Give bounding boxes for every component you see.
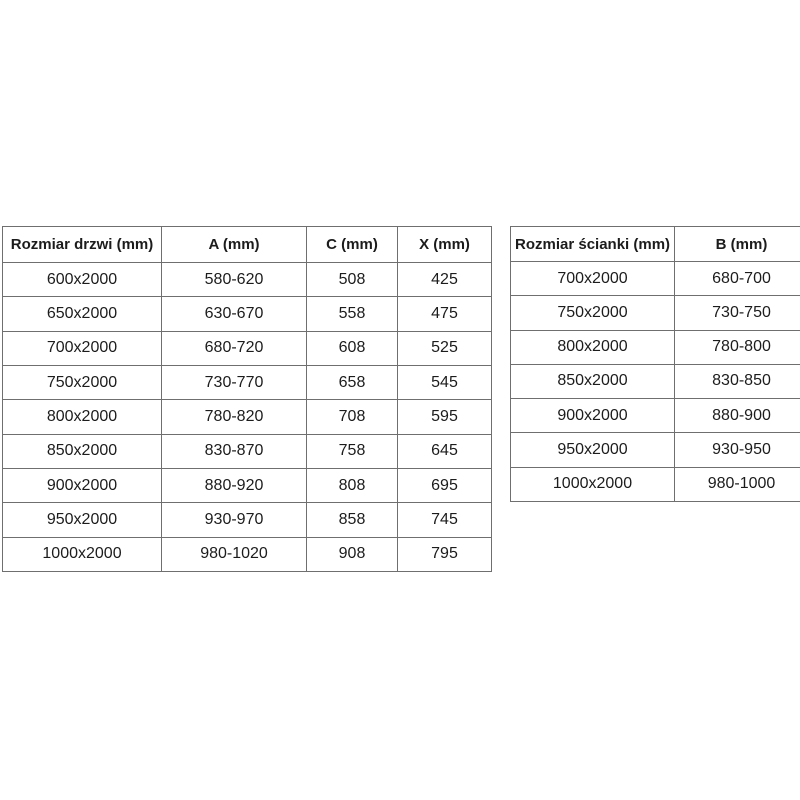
table-cell: 930-950 xyxy=(675,433,800,467)
table-cell: 1000x2000 xyxy=(511,467,675,501)
table-row xyxy=(511,433,800,467)
table-cell: 808 xyxy=(307,468,398,502)
table-cell: 950x2000 xyxy=(3,503,162,537)
table-row xyxy=(3,468,492,502)
table-row xyxy=(511,399,800,433)
table-cell: 525 xyxy=(398,331,492,365)
table-cell: 758 xyxy=(307,434,398,468)
table-cell: 700x2000 xyxy=(3,331,162,365)
table-cell: 600x2000 xyxy=(3,263,162,297)
table-cell: 800x2000 xyxy=(3,400,162,434)
table-cell: 780-800 xyxy=(675,330,800,364)
table-cell: 580-620 xyxy=(162,263,307,297)
header-row xyxy=(511,227,800,262)
table-cell: 558 xyxy=(307,297,398,331)
wall-dimensions-table xyxy=(510,226,800,502)
table-row xyxy=(3,400,492,434)
table-cell: 650x2000 xyxy=(3,297,162,331)
table-cell: 900x2000 xyxy=(3,468,162,502)
table-cell: 950x2000 xyxy=(511,433,675,467)
table-cell: 750x2000 xyxy=(511,296,675,330)
table-cell: 695 xyxy=(398,468,492,502)
table-cell: 980-1020 xyxy=(162,537,307,571)
table-cell: 1000x2000 xyxy=(3,537,162,571)
doors-dimensions-table xyxy=(2,226,492,572)
table-cell: 425 xyxy=(398,263,492,297)
table-row xyxy=(511,296,800,330)
table-row xyxy=(3,331,492,365)
table-cell: 800x2000 xyxy=(511,330,675,364)
column-header: X (mm) xyxy=(398,227,492,263)
table-cell: 795 xyxy=(398,537,492,571)
table-cell: 908 xyxy=(307,537,398,571)
table-cell: 475 xyxy=(398,297,492,331)
table-cell: 508 xyxy=(307,263,398,297)
table-cell: 708 xyxy=(307,400,398,434)
table-cell: 750x2000 xyxy=(3,365,162,399)
table-row xyxy=(3,263,492,297)
column-header: A (mm) xyxy=(162,227,307,263)
table-cell: 595 xyxy=(398,400,492,434)
table-cell: 645 xyxy=(398,434,492,468)
table-cell: 630-670 xyxy=(162,297,307,331)
table-cell: 730-770 xyxy=(162,365,307,399)
table-row xyxy=(511,330,800,364)
column-header: C (mm) xyxy=(307,227,398,263)
table-cell: 730-750 xyxy=(675,296,800,330)
table-cell: 680-720 xyxy=(162,331,307,365)
table-cell: 680-700 xyxy=(675,262,800,296)
table-row xyxy=(511,467,800,501)
table-row xyxy=(511,262,800,296)
table-cell: 850x2000 xyxy=(3,434,162,468)
table-row xyxy=(3,365,492,399)
table-cell: 900x2000 xyxy=(511,399,675,433)
table-cell: 700x2000 xyxy=(511,262,675,296)
table-cell: 850x2000 xyxy=(511,364,675,398)
table-row xyxy=(3,297,492,331)
table-cell: 880-900 xyxy=(675,399,800,433)
table-cell: 658 xyxy=(307,365,398,399)
table-row xyxy=(3,434,492,468)
table-cell: 780-820 xyxy=(162,400,307,434)
column-header: Rozmiar ścianki (mm) xyxy=(511,227,675,262)
table-cell: 830-850 xyxy=(675,364,800,398)
column-header: B (mm) xyxy=(675,227,800,262)
table-cell: 608 xyxy=(307,331,398,365)
table-row xyxy=(511,364,800,398)
table-cell: 858 xyxy=(307,503,398,537)
table-cell: 830-870 xyxy=(162,434,307,468)
table-row xyxy=(3,503,492,537)
table-cell: 545 xyxy=(398,365,492,399)
table-cell: 880-920 xyxy=(162,468,307,502)
table-cell: 745 xyxy=(398,503,492,537)
table-cell: 980-1000 xyxy=(675,467,800,501)
table-row xyxy=(3,537,492,571)
header-row xyxy=(3,227,492,263)
column-header: Rozmiar drzwi (mm) xyxy=(3,227,162,263)
table-cell: 930-970 xyxy=(162,503,307,537)
